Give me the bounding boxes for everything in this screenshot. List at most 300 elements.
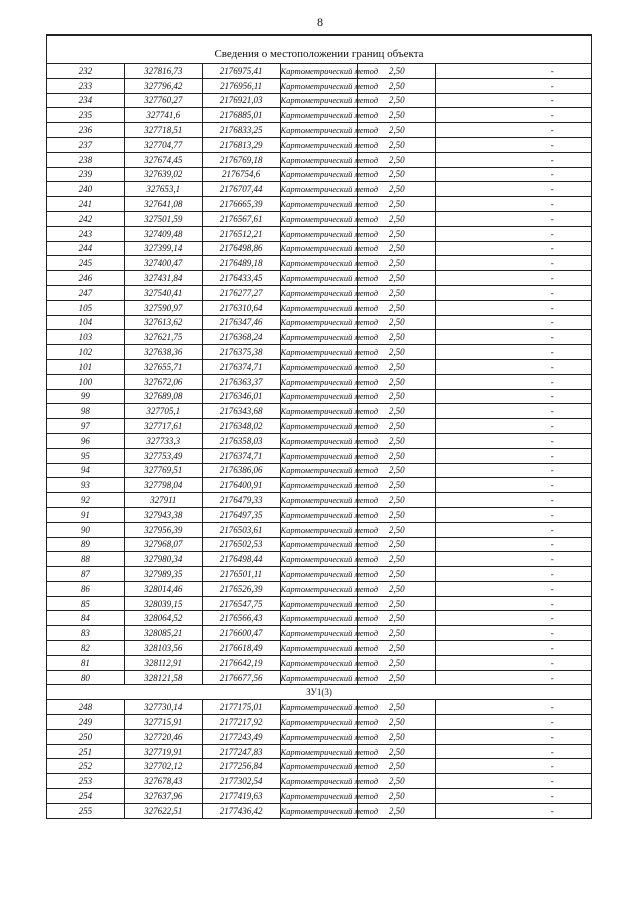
accuracy-cell: 2,50: [358, 374, 436, 389]
point-number-cell: 240: [47, 182, 125, 197]
coord-y-cell: 2176489,18: [202, 256, 280, 271]
method-cell: Картометрический метод: [280, 211, 358, 226]
accuracy-cell: 2,50: [358, 537, 436, 552]
table-row: [47, 700, 592, 715]
coord-x-cell: 327678,43: [124, 774, 202, 789]
empty-cell: [436, 167, 514, 182]
accuracy-cell: 2,50: [358, 655, 436, 670]
table-row: [47, 655, 592, 670]
accuracy-cell: 2,50: [358, 522, 436, 537]
point-number-cell: 236: [47, 123, 125, 138]
point-number-cell: 98: [47, 404, 125, 419]
method-cell: Картометрический метод: [280, 300, 358, 315]
coord-x-cell: 327639,02: [124, 167, 202, 182]
accuracy-cell: 2,50: [358, 211, 436, 226]
table-title-row: [47, 35, 592, 64]
coord-x-cell: 327943,38: [124, 507, 202, 522]
description-cell: -: [514, 182, 592, 197]
empty-cell: [436, 744, 514, 759]
coord-y-cell: 2177256,84: [202, 759, 280, 774]
accuracy-cell: 2,50: [358, 419, 436, 434]
description-cell: -: [514, 700, 592, 715]
coord-x-cell: 327980,34: [124, 552, 202, 567]
coord-x-cell: 327730,14: [124, 700, 202, 715]
description-cell: -: [514, 64, 592, 79]
empty-cell: [436, 256, 514, 271]
description-cell: -: [514, 596, 592, 611]
accuracy-cell: 2,50: [358, 567, 436, 582]
point-number-cell: 232: [47, 64, 125, 79]
description-cell: -: [514, 241, 592, 256]
coord-x-cell: 327989,35: [124, 567, 202, 582]
point-number-cell: 100: [47, 374, 125, 389]
boundary-table: [46, 34, 592, 819]
description-cell: -: [514, 744, 592, 759]
table-row: [47, 670, 592, 685]
method-cell: Картометрический метод: [280, 789, 358, 804]
description-cell: -: [514, 567, 592, 582]
description-cell: -: [514, 670, 592, 685]
description-cell: -: [514, 359, 592, 374]
point-number-cell: 252: [47, 759, 125, 774]
description-cell: -: [514, 611, 592, 626]
point-number-cell: 80: [47, 670, 125, 685]
table-row: [47, 315, 592, 330]
accuracy-cell: 2,50: [358, 789, 436, 804]
table-row: [47, 64, 592, 79]
description-cell: -: [514, 803, 592, 818]
method-cell: Картометрический метод: [280, 419, 358, 434]
coord-y-cell: 2176833,25: [202, 123, 280, 138]
coord-y-cell: 2176975,41: [202, 64, 280, 79]
coord-y-cell: 2176618,49: [202, 641, 280, 656]
accuracy-cell: 2,50: [358, 315, 436, 330]
coord-x-cell: 328064,52: [124, 611, 202, 626]
coord-y-cell: 2176885,01: [202, 108, 280, 123]
coord-y-cell: 2176503,61: [202, 522, 280, 537]
method-cell: Картометрический метод: [280, 700, 358, 715]
coord-x-cell: 328085,21: [124, 626, 202, 641]
point-number-cell: 235: [47, 108, 125, 123]
coord-x-cell: 327400,47: [124, 256, 202, 271]
empty-cell: [436, 670, 514, 685]
point-number-cell: 89: [47, 537, 125, 552]
table-row: [47, 419, 592, 434]
coord-y-cell: 2176363,37: [202, 374, 280, 389]
point-number-cell: 96: [47, 433, 125, 448]
description-cell: -: [514, 404, 592, 419]
accuracy-cell: 2,50: [358, 137, 436, 152]
empty-cell: [436, 522, 514, 537]
accuracy-cell: 2,50: [358, 285, 436, 300]
method-cell: Картометрический метод: [280, 64, 358, 79]
coord-y-cell: 2176921,03: [202, 93, 280, 108]
description-cell: -: [514, 256, 592, 271]
table-row: [47, 522, 592, 537]
empty-cell: [436, 315, 514, 330]
empty-cell: [436, 285, 514, 300]
table-row: [47, 256, 592, 271]
accuracy-cell: 2,50: [358, 182, 436, 197]
table-row: [47, 611, 592, 626]
coord-y-cell: 2176343,68: [202, 404, 280, 419]
description-cell: -: [514, 167, 592, 182]
description-cell: -: [514, 537, 592, 552]
table-row: [47, 345, 592, 360]
coord-x-cell: 327798,04: [124, 478, 202, 493]
table-row: [47, 759, 592, 774]
empty-cell: [436, 626, 514, 641]
coord-y-cell: 2176433,45: [202, 271, 280, 286]
accuracy-cell: 2,50: [358, 433, 436, 448]
accuracy-cell: 2,50: [358, 463, 436, 478]
coord-x-cell: 327399,14: [124, 241, 202, 256]
empty-cell: [436, 448, 514, 463]
accuracy-cell: 2,50: [358, 641, 436, 656]
method-cell: Картометрический метод: [280, 507, 358, 522]
table-row: [47, 774, 592, 789]
coord-x-cell: 327816,73: [124, 64, 202, 79]
coord-y-cell: 2176375,38: [202, 345, 280, 360]
coord-x-cell: 327769,51: [124, 463, 202, 478]
coord-x-cell: 327718,51: [124, 123, 202, 138]
table-row: [47, 626, 592, 641]
coord-y-cell: 2176754,6: [202, 167, 280, 182]
description-cell: -: [514, 789, 592, 804]
table-row: [47, 226, 592, 241]
coord-x-cell: 327653,1: [124, 182, 202, 197]
accuracy-cell: 2,50: [358, 670, 436, 685]
coord-y-cell: 2176347,46: [202, 315, 280, 330]
empty-cell: [436, 700, 514, 715]
accuracy-cell: 2,50: [358, 759, 436, 774]
method-cell: Картометрический метод: [280, 567, 358, 582]
method-cell: Картометрический метод: [280, 315, 358, 330]
method-cell: Картометрический метод: [280, 152, 358, 167]
method-cell: Картометрический метод: [280, 374, 358, 389]
table-row: [47, 330, 592, 345]
method-cell: Картометрический метод: [280, 715, 358, 730]
coord-x-cell: 327753,49: [124, 448, 202, 463]
point-number-cell: 90: [47, 522, 125, 537]
point-number-cell: 253: [47, 774, 125, 789]
accuracy-cell: 2,50: [358, 493, 436, 508]
description-cell: -: [514, 285, 592, 300]
accuracy-cell: 2,50: [358, 271, 436, 286]
empty-cell: [436, 404, 514, 419]
method-cell: Картометрический метод: [280, 522, 358, 537]
method-cell: Картометрический метод: [280, 774, 358, 789]
table-row: [47, 552, 592, 567]
coord-y-cell: 2176498,86: [202, 241, 280, 256]
empty-cell: [436, 182, 514, 197]
point-number-cell: 248: [47, 700, 125, 715]
empty-cell: [436, 641, 514, 656]
point-number-cell: 104: [47, 315, 125, 330]
point-number-cell: 93: [47, 478, 125, 493]
method-cell: Картометрический метод: [280, 345, 358, 360]
empty-cell: [436, 478, 514, 493]
coord-x-cell: 327704,77: [124, 137, 202, 152]
coord-x-cell: 327613,62: [124, 315, 202, 330]
coord-y-cell: 2176665,39: [202, 197, 280, 212]
empty-cell: [436, 93, 514, 108]
accuracy-cell: 2,50: [358, 478, 436, 493]
method-cell: Картометрический метод: [280, 641, 358, 656]
table-row: [47, 167, 592, 182]
accuracy-cell: 2,50: [358, 226, 436, 241]
coord-y-cell: 2177247,83: [202, 744, 280, 759]
accuracy-cell: 2,50: [358, 729, 436, 744]
accuracy-cell: 2,50: [358, 152, 436, 167]
method-cell: Картометрический метод: [280, 552, 358, 567]
table-row: [47, 404, 592, 419]
point-number-cell: 243: [47, 226, 125, 241]
description-cell: -: [514, 448, 592, 463]
accuracy-cell: 2,50: [358, 123, 436, 138]
description-cell: -: [514, 93, 592, 108]
point-number-cell: 82: [47, 641, 125, 656]
table-row: [47, 729, 592, 744]
empty-cell: [436, 419, 514, 434]
coord-y-cell: 2176346,01: [202, 389, 280, 404]
empty-cell: [436, 152, 514, 167]
table-row: [47, 152, 592, 167]
table-row: [47, 241, 592, 256]
table-row: [47, 567, 592, 582]
empty-cell: [436, 345, 514, 360]
description-cell: -: [514, 211, 592, 226]
coord-y-cell: 2176642,19: [202, 655, 280, 670]
description-cell: -: [514, 478, 592, 493]
coord-x-cell: 327590,97: [124, 300, 202, 315]
empty-cell: [436, 64, 514, 79]
empty-cell: [436, 197, 514, 212]
description-cell: -: [514, 226, 592, 241]
empty-cell: [436, 655, 514, 670]
empty-cell: [436, 300, 514, 315]
table-title: Сведения о местоположении границ объекта: [47, 35, 592, 64]
table-row: [47, 803, 592, 818]
coord-x-cell: 327622,51: [124, 803, 202, 818]
coord-x-cell: 327796,42: [124, 78, 202, 93]
coord-y-cell: 2177175,01: [202, 700, 280, 715]
coord-y-cell: 2176567,61: [202, 211, 280, 226]
table-row: [47, 123, 592, 138]
description-cell: -: [514, 152, 592, 167]
table-row: [47, 137, 592, 152]
empty-cell: [436, 389, 514, 404]
description-cell: -: [514, 581, 592, 596]
accuracy-cell: 2,50: [358, 300, 436, 315]
point-number-cell: 246: [47, 271, 125, 286]
empty-cell: [436, 78, 514, 93]
coord-y-cell: 2176386,06: [202, 463, 280, 478]
table-row: [47, 433, 592, 448]
coord-x-cell: 327641,08: [124, 197, 202, 212]
point-number-cell: 233: [47, 78, 125, 93]
description-cell: -: [514, 137, 592, 152]
coord-y-cell: 2177436,42: [202, 803, 280, 818]
point-number-cell: 247: [47, 285, 125, 300]
method-cell: Картометрический метод: [280, 478, 358, 493]
table-row: [47, 93, 592, 108]
coord-x-cell: 327674,45: [124, 152, 202, 167]
coord-x-cell: 328112,91: [124, 655, 202, 670]
empty-cell: [436, 108, 514, 123]
coord-y-cell: 2176374,71: [202, 359, 280, 374]
coord-y-cell: 2176277,27: [202, 285, 280, 300]
accuracy-cell: 2,50: [358, 241, 436, 256]
point-number-cell: 94: [47, 463, 125, 478]
coord-x-cell: 327956,39: [124, 522, 202, 537]
point-number-cell: 99: [47, 389, 125, 404]
description-cell: -: [514, 108, 592, 123]
point-number-cell: 81: [47, 655, 125, 670]
table-row: [47, 463, 592, 478]
point-number-cell: 242: [47, 211, 125, 226]
coord-x-cell: 327621,75: [124, 330, 202, 345]
empty-cell: [436, 123, 514, 138]
empty-cell: [436, 463, 514, 478]
empty-cell: [436, 729, 514, 744]
point-number-cell: 239: [47, 167, 125, 182]
point-number-cell: 102: [47, 345, 125, 360]
method-cell: Картометрический метод: [280, 744, 358, 759]
coord-x-cell: 328121,58: [124, 670, 202, 685]
coord-x-cell: 327689,08: [124, 389, 202, 404]
accuracy-cell: 2,50: [358, 197, 436, 212]
method-cell: Картометрический метод: [280, 729, 358, 744]
coord-y-cell: 2177243,49: [202, 729, 280, 744]
description-cell: -: [514, 759, 592, 774]
accuracy-cell: 2,50: [358, 93, 436, 108]
method-cell: Картометрический метод: [280, 197, 358, 212]
coord-y-cell: 2176813,29: [202, 137, 280, 152]
table-row: [47, 197, 592, 212]
coord-y-cell: 2176566,43: [202, 611, 280, 626]
coord-x-cell: 328039,15: [124, 596, 202, 611]
point-number-cell: 97: [47, 419, 125, 434]
coord-x-cell: 328014,46: [124, 581, 202, 596]
method-cell: Картометрический метод: [280, 596, 358, 611]
description-cell: -: [514, 300, 592, 315]
coord-x-cell: 327655,71: [124, 359, 202, 374]
coord-x-cell: 327672,06: [124, 374, 202, 389]
coord-y-cell: 2176358,03: [202, 433, 280, 448]
method-cell: Картометрический метод: [280, 463, 358, 478]
accuracy-cell: 2,50: [358, 744, 436, 759]
description-cell: -: [514, 655, 592, 670]
coord-y-cell: 2176526,39: [202, 581, 280, 596]
coord-x-cell: 327719,91: [124, 744, 202, 759]
table-row: [47, 374, 592, 389]
coord-x-cell: 327705,1: [124, 404, 202, 419]
empty-cell: [436, 759, 514, 774]
page-number: 8: [317, 15, 323, 29]
accuracy-cell: 2,50: [358, 345, 436, 360]
empty-cell: [436, 803, 514, 818]
accuracy-cell: 2,50: [358, 330, 436, 345]
coord-x-cell: 327717,61: [124, 419, 202, 434]
accuracy-cell: 2,50: [358, 507, 436, 522]
table-row: [47, 744, 592, 759]
method-cell: Картометрический метод: [280, 108, 358, 123]
method-cell: Картометрический метод: [280, 670, 358, 685]
point-number-cell: 87: [47, 567, 125, 582]
accuracy-cell: 2,50: [358, 626, 436, 641]
coord-y-cell: 2176348,02: [202, 419, 280, 434]
table-row: [47, 285, 592, 300]
point-number-cell: 105: [47, 300, 125, 315]
description-cell: -: [514, 419, 592, 434]
empty-cell: [436, 226, 514, 241]
table-row: [47, 581, 592, 596]
coord-y-cell: 2176956,11: [202, 78, 280, 93]
table-row: [47, 389, 592, 404]
empty-cell: [436, 359, 514, 374]
table-row: [47, 300, 592, 315]
description-cell: -: [514, 552, 592, 567]
accuracy-cell: 2,50: [358, 108, 436, 123]
coord-y-cell: 2176400,91: [202, 478, 280, 493]
accuracy-cell: 2,50: [358, 803, 436, 818]
method-cell: Картометрический метод: [280, 611, 358, 626]
description-cell: -: [514, 507, 592, 522]
table-row: [47, 211, 592, 226]
table-row: [47, 478, 592, 493]
coord-y-cell: 2177217,92: [202, 715, 280, 730]
point-number-cell: 241: [47, 197, 125, 212]
accuracy-cell: 2,50: [358, 774, 436, 789]
description-cell: -: [514, 271, 592, 286]
table-row: [47, 271, 592, 286]
method-cell: Картометрический метод: [280, 123, 358, 138]
method-cell: Картометрический метод: [280, 256, 358, 271]
table-row: [47, 448, 592, 463]
empty-cell: [436, 581, 514, 596]
accuracy-cell: 2,50: [358, 596, 436, 611]
method-cell: Картометрический метод: [280, 330, 358, 345]
point-number-cell: 251: [47, 744, 125, 759]
method-cell: Картометрический метод: [280, 581, 358, 596]
coord-y-cell: 2177419,63: [202, 789, 280, 804]
method-cell: Картометрический метод: [280, 167, 358, 182]
empty-cell: [436, 330, 514, 345]
table-row: [47, 507, 592, 522]
coord-y-cell: 2176707,44: [202, 182, 280, 197]
section-header-row: [47, 685, 592, 700]
accuracy-cell: 2,50: [358, 581, 436, 596]
coord-x-cell: 328103,56: [124, 641, 202, 656]
accuracy-cell: 2,50: [358, 78, 436, 93]
empty-cell: [436, 493, 514, 508]
point-number-cell: 86: [47, 581, 125, 596]
method-cell: Картометрический метод: [280, 271, 358, 286]
method-cell: Картометрический метод: [280, 226, 358, 241]
empty-cell: [436, 211, 514, 226]
table-row: [47, 493, 592, 508]
method-cell: Картометрический метод: [280, 448, 358, 463]
point-number-cell: 238: [47, 152, 125, 167]
point-number-cell: 237: [47, 137, 125, 152]
description-cell: -: [514, 330, 592, 345]
coord-x-cell: 327637,96: [124, 789, 202, 804]
method-cell: Картометрический метод: [280, 93, 358, 108]
method-cell: Картометрический метод: [280, 404, 358, 419]
description-cell: -: [514, 774, 592, 789]
accuracy-cell: 2,50: [358, 611, 436, 626]
